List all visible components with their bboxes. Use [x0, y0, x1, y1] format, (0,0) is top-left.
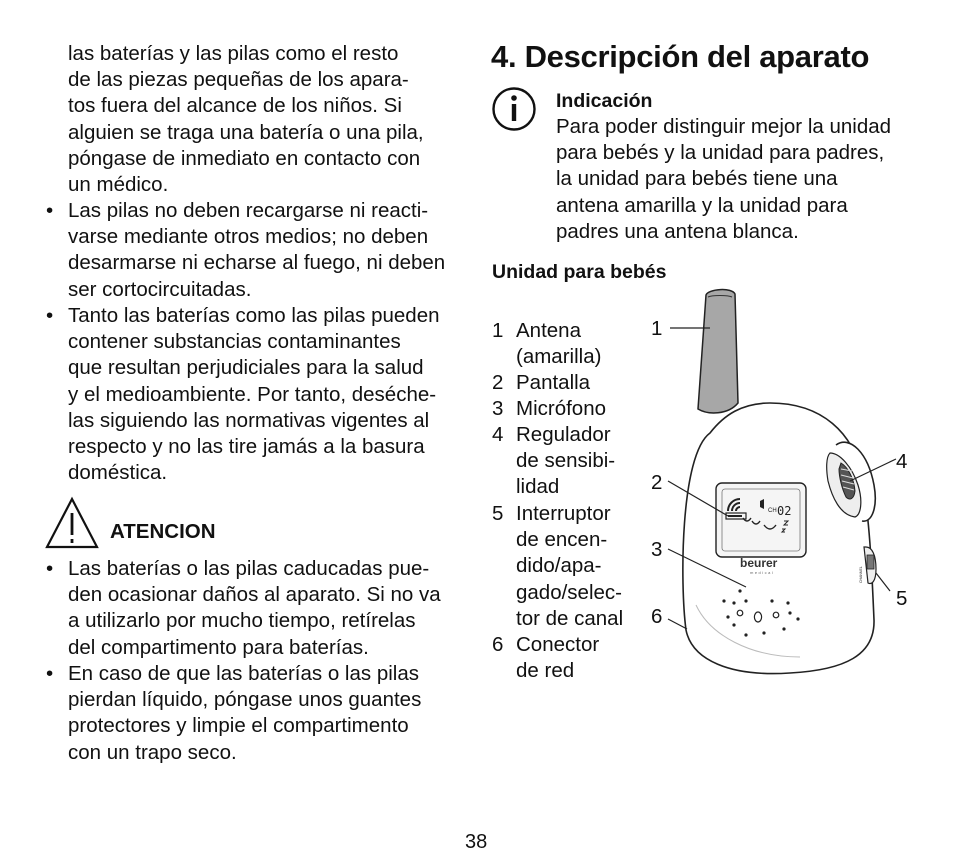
bullet-symbol: • — [46, 304, 54, 327]
intro-paragraph — [68, 41, 424, 198]
warning-bullet-expired — [68, 556, 441, 661]
text-line: Interruptor — [516, 502, 611, 525]
warning-triangle-icon — [44, 496, 100, 550]
antenna — [698, 290, 738, 413]
callout-6: 6 — [651, 605, 663, 628]
baby-unit-illustration — [640, 285, 930, 695]
part-number: 2 — [492, 371, 504, 394]
text-line: alguien se traga una batería o una pila, — [68, 120, 424, 144]
text-line: Las baterías o las pilas caducadas pue- — [68, 557, 430, 580]
text-line: desarmarse ni echarse al fuego, ni deben — [68, 251, 446, 275]
warning-bullet-leak — [68, 661, 421, 766]
channel-value: 02 — [777, 504, 792, 518]
callout-line-5 — [876, 573, 890, 591]
text-line: (amarilla) — [516, 345, 602, 369]
text-line: para bebés y la unidad para padres, — [556, 141, 885, 165]
part-number: 3 — [492, 397, 504, 420]
list-item — [492, 501, 623, 632]
text-line: varse mediante otros medios; no deben — [68, 225, 429, 249]
part-number: 5 — [492, 502, 504, 525]
text-line: Regulador — [516, 423, 611, 446]
brand-subtitle: medical — [750, 570, 775, 575]
text-line: Para poder distinguir mejor la unidad — [556, 115, 892, 138]
text-line: padres una antena blanca. — [556, 219, 799, 243]
part-number: 1 — [492, 319, 504, 342]
channel-prefix: CH — [768, 508, 777, 514]
list-item — [492, 396, 606, 422]
text-line: a utilizarlo por mucho tiempo, retírelas — [68, 609, 416, 633]
text-line: con un trapo seco. — [68, 740, 237, 764]
callout-4: 4 — [896, 450, 908, 473]
unit-title: Unidad para bebés — [492, 261, 667, 283]
text-line: lidad — [516, 475, 560, 499]
text-line: contener substancias contaminantes — [68, 330, 401, 354]
callout-3: 3 — [651, 538, 663, 561]
display-screen — [716, 483, 806, 557]
page-number: 38 — [465, 831, 488, 853]
text-line: protectores y limpie el compartimento — [68, 714, 409, 738]
callout-2: 2 — [651, 471, 663, 494]
text-line: Pantalla — [516, 371, 591, 394]
part-number: 4 — [492, 423, 504, 446]
section-title: 4. Descripción del aparato — [491, 39, 870, 74]
text-line: pierdan líquido, póngase unos guantes — [68, 688, 422, 712]
text-line: Conector — [516, 633, 600, 656]
text-line: respecto y no las tire jamás a la basura — [68, 435, 425, 459]
info-icon — [491, 86, 537, 132]
text-line: tos fuera del alcance de los niños. Si — [68, 94, 402, 118]
text-line: las siguiendo las normativas vigentes al — [68, 408, 430, 432]
text-line: de las piezas pequeñas de los apara- — [68, 68, 409, 92]
text-line: Tanto las baterías como las pilas pueden — [68, 304, 440, 327]
text-line: de sensibi- — [516, 449, 616, 473]
text-line: y el medioambiente. Por tanto, deséche- — [68, 382, 437, 406]
bullet-symbol: • — [46, 557, 54, 580]
text-line: En caso de que las baterías o las pilas — [68, 662, 419, 685]
text-line: dido/apa- — [516, 554, 602, 578]
bullet-contaminants — [68, 303, 440, 486]
switch-label: CHANNEL — [859, 566, 863, 583]
brand-logo: beurer — [740, 556, 778, 570]
text-line: tor de canal — [516, 606, 624, 630]
text-line: doméstica. — [68, 461, 168, 485]
text-line: póngase de inmediato en contacto con — [68, 146, 421, 170]
text-line: antena amarilla y la unidad para — [556, 193, 848, 217]
text-line: Las pilas no deben recargarse ni reacti- — [68, 199, 429, 222]
part-number: 6 — [492, 633, 504, 656]
warning-title: ATENCION — [110, 520, 216, 543]
list-item — [492, 370, 590, 396]
callout-5: 5 — [896, 587, 908, 610]
text-line: un médico. — [68, 173, 169, 197]
text-line: gado/selec- — [516, 580, 622, 604]
text-line: de encen- — [516, 528, 608, 552]
text-line: del compartimento para baterías. — [68, 635, 369, 659]
text-line: la unidad para bebés tiene una — [556, 167, 838, 191]
text-line: las baterías y las pilas como el resto — [68, 42, 399, 65]
text-line: Micrófono — [516, 397, 607, 420]
note-text — [556, 114, 891, 245]
text-line: Antena — [516, 319, 581, 342]
callout-1: 1 — [651, 317, 663, 340]
text-line: ser cortocircuitadas. — [68, 277, 252, 301]
list-item — [492, 422, 615, 501]
bullet-recharge — [68, 198, 445, 303]
list-item — [492, 318, 601, 370]
list-item — [492, 632, 599, 684]
text-line: den ocasionar daños al aparato. Si no va — [68, 583, 441, 607]
text-line: de red — [516, 659, 575, 683]
bullet-symbol: • — [46, 662, 54, 685]
note-title: Indicación — [556, 90, 653, 112]
bullet-symbol: • — [46, 199, 54, 222]
text-line: que resultan perjudiciales para la salud — [68, 356, 424, 380]
